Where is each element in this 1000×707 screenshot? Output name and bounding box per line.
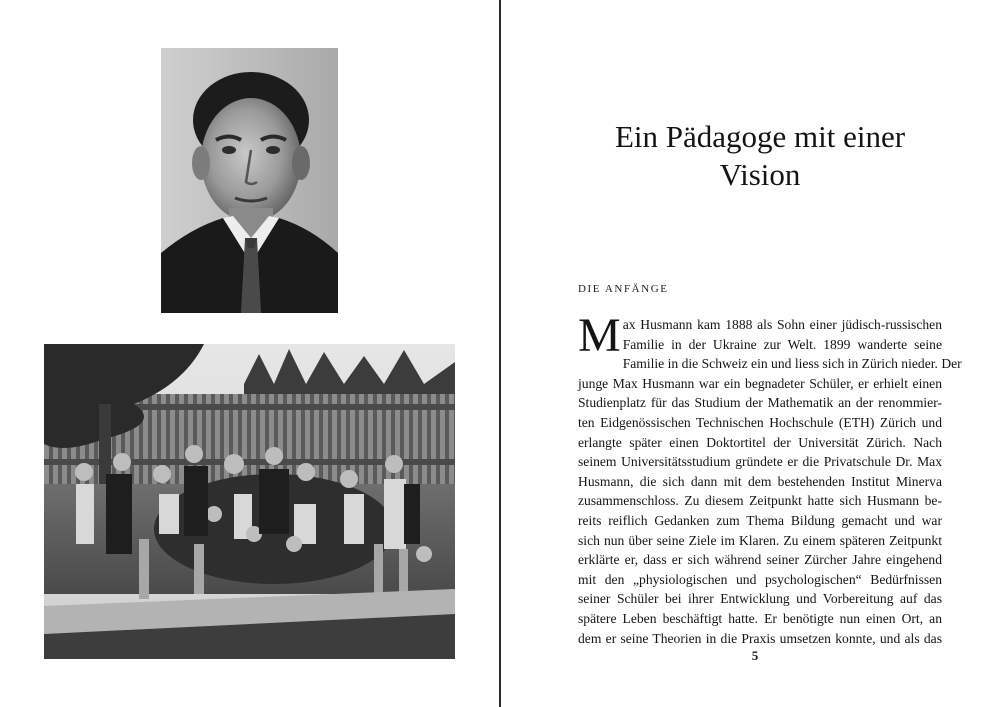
body-line: junge Max Husmann war ein begnadeter Schüler, er erhielt einen	[578, 375, 942, 391]
body-line: Familie in der Ukraine zur Welt. 1899 wanderte seine	[622, 336, 942, 352]
chapter-title-line-1: Ein Pädagoge mit einer	[614, 119, 906, 154]
body-line: ten Eidgenössischen Technischen Hochschule (ETH) Zürich und	[578, 414, 942, 430]
body-line: Husmann, die sich dann mit dem bestehenden Institut Minerva	[578, 473, 942, 489]
body-line: seiner Schüler bei ihrer Entwicklung und Vorbereitung auf das	[578, 591, 942, 607]
body-line: zusammenschloss. Zu diesem Zeitpunkt hatte sich Husmann be-	[578, 493, 942, 509]
portrait-photo	[161, 48, 338, 313]
chapter-title-line-2: Vision	[719, 157, 801, 192]
body-line: mit den „physiologischen und psychologischen“ Bedürfnissen	[578, 571, 942, 587]
chapter-title	[540, 118, 980, 194]
body-line: ax Husmann kam 1888 als Sohn einer jüdisch-russischen	[622, 317, 942, 332]
group-photo	[44, 344, 455, 659]
body-line: Familie in die Schweiz ein und liess sich in Zürich nieder. Der	[622, 356, 962, 372]
page-gutter	[499, 0, 501, 707]
body-line: reits reiflich Gedanken zum Thema Bildung gemacht und war	[578, 512, 942, 528]
body-line: sich nun über seine Ziele im Klaren. Zu einem späteren Zeitpunkt	[578, 532, 942, 548]
body-line: spätere Leben beschäftigt hatte. Er benötigte nun einen Ort, an	[578, 610, 942, 626]
page-number: 5	[751, 648, 759, 663]
group-image	[44, 344, 455, 659]
body-line: Studienplatz für das Studium der Mathematik an der renommier-	[578, 395, 942, 411]
body-text	[578, 309, 962, 648]
body-line: erklärte er, dass er sich während seiner Zürcher Jahre eingehend	[578, 552, 942, 568]
drop-cap: M	[578, 309, 621, 362]
section-heading: DIE ANFÄNGE	[578, 283, 669, 295]
portrait-image	[161, 48, 338, 313]
body-line: seinem Universitätsstudium gründete er die Privatschule Dr. Max	[578, 454, 942, 470]
body-line: erlangte später einen Doktortitel der Universität Zürich. Nach	[578, 434, 942, 450]
body-line: dem er seine Theorien in die Praxis umsetzen konnte, und als das	[578, 630, 942, 646]
